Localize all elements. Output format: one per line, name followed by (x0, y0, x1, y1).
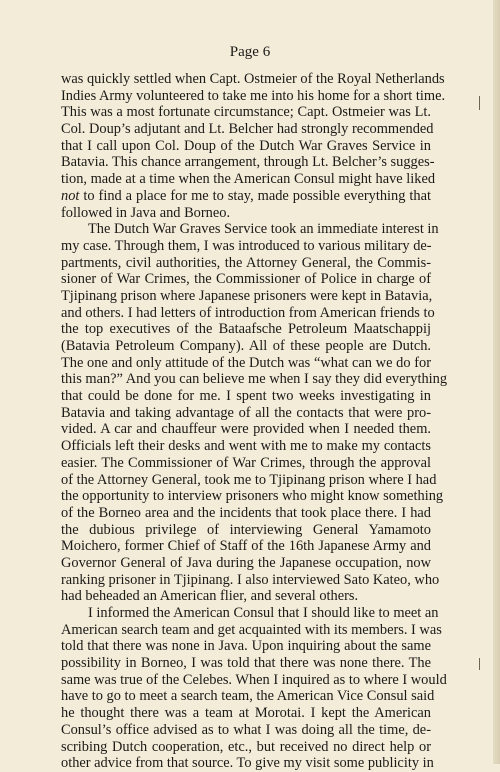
text-line (61, 71, 445, 88)
text-line (61, 355, 431, 372)
line-text: of the Attorney General, took me to Tjipinang prison where I had (61, 471, 437, 488)
text-line (61, 87, 446, 105)
emphasis-text: not (61, 187, 80, 204)
text-line (61, 188, 431, 205)
line-text: sioner of War Crimes, the Commissioner of Police in charge of (61, 271, 431, 288)
line-text: vided. A car and chauffeur were provided when I needed them. (61, 421, 431, 438)
text-line (61, 705, 431, 722)
text-line (61, 321, 431, 338)
text-line (61, 138, 431, 155)
line-text: this man?” And you can believe me when I say they did everything (61, 371, 448, 388)
line-text: Governor General of Java during the Japanese occupation, now (61, 554, 431, 571)
text-line (61, 121, 434, 138)
text-line (61, 739, 431, 756)
paragraph (61, 221, 448, 605)
line-text: Moichero, former Chief of Staff of the 16th Japanese Army and (61, 538, 431, 555)
text-line (61, 638, 431, 655)
line-text: told that there was none in Java. Upon inquiring about the same (61, 638, 431, 655)
text-line (61, 505, 431, 522)
line-text: he thought there was a team at Morotai. I kept the American (61, 705, 431, 722)
text-line (61, 288, 431, 305)
text-line (61, 338, 431, 355)
line-text: the dubious privilege of interviewing General Yamamoto (61, 521, 431, 538)
text-line (61, 438, 431, 455)
body-text (61, 71, 448, 772)
line-text: Consul’s office advised as to what I was doing all the time, de- (61, 721, 431, 738)
text-line (61, 205, 431, 222)
text-line (61, 555, 431, 572)
text-line (61, 271, 431, 288)
text-line (61, 471, 437, 489)
line-text: same was true of the Celebes. When I inquired as to where I would (61, 671, 447, 688)
line-text: ranking prisoner in Tjipinang. I also interviewed Sato Kateo, who (61, 571, 440, 588)
line-text: American search team and get acquainted with its members. I was (61, 621, 442, 638)
line-text: my case. Through them, I was introduced to various military de- (61, 237, 432, 254)
text-line (61, 722, 431, 739)
line-text: to find a place for me to stay, made possible everything that (79, 187, 431, 204)
line-text: of the Borneo area and the incidents that took place there. I had (61, 504, 431, 521)
line-text: followed in Java and Borneo. (61, 204, 231, 221)
text-line (61, 488, 444, 505)
text-line (61, 104, 431, 121)
text-line (61, 388, 431, 405)
text-line (61, 255, 431, 272)
line-text: (Batavia Petroleum Company). All of these people are Dutch. (61, 338, 431, 354)
text-line (61, 605, 439, 622)
line-text: Indies Army volunteered to take me into his home for a short time. (61, 87, 446, 104)
text-line (61, 154, 435, 171)
paragraph (61, 71, 446, 221)
line-text: I informed the American Consul that I should like to meet an (88, 605, 439, 621)
line-text: the opportunity to interview prisoners who might know something (61, 488, 444, 505)
margin-mark (479, 658, 480, 670)
text-line (61, 171, 436, 188)
text-line (61, 538, 431, 555)
line-text: Col. Doup’s adjutant and Lt. Belcher had strongly recommended (61, 121, 434, 138)
text-line (61, 421, 431, 438)
text-line (61, 304, 435, 322)
text-line (61, 688, 435, 705)
margin-mark (479, 96, 480, 110)
line-text: easier. The Commissioner of War Crimes, through the approval (61, 454, 431, 471)
line-text: had beheaded an American flier, and several others. (61, 588, 359, 605)
line-text: that could be done for me. I spent two weeks investigating in (61, 388, 431, 405)
paragraph (61, 605, 447, 772)
line-text: and others. I had letters of introduction from American friends to (61, 304, 435, 321)
line-text: have to go to meet a search team, the American Vice Consul said (61, 688, 435, 705)
line-text: other advice from that source. To give my visit some publicity in (61, 755, 434, 772)
line-text: that I call upon Col. Doup of the Dutch War Graves Service in (61, 137, 431, 154)
line-text: scribing Dutch cooperation, etc., but received no direct help or (61, 738, 431, 755)
line-text: Officials left their desks and went with me to make my contacts (61, 438, 431, 455)
line-text: Tjipinang prison where Japanese prisoners were kept in Batavia, (61, 287, 433, 304)
text-line (61, 655, 431, 672)
page-edge (493, 0, 500, 764)
text-line (61, 221, 439, 238)
text-line (61, 371, 448, 388)
text-line (61, 405, 431, 422)
line-text: Batavia and taking advantage of all the contacts that were pro- (61, 404, 431, 421)
line-text: was quickly settled when Capt. Ostmeier of the Royal Netherlands (61, 71, 445, 87)
line-text: This was a most fortunate circumstance; Capt. Ostmeier was Lt. (61, 104, 431, 121)
page-number: Page 6 (229, 44, 271, 60)
line-text: The Dutch War Graves Service took an immediate interest in (88, 221, 439, 238)
text-line (61, 571, 440, 589)
text-line (61, 238, 431, 255)
text-line (61, 588, 431, 605)
line-text: Batavia. This chance arrangement, through Lt. Belcher’s sugges- (61, 154, 435, 171)
line-text: The one and only attitude of the Dutch was “what can we do for (61, 354, 431, 371)
text-line (61, 621, 442, 639)
text-line (61, 455, 431, 472)
line-text: possibility in Borneo, I was told that there was none there. The (61, 655, 431, 672)
line-text: tion, made at a time when the American Consul might have liked (61, 171, 436, 188)
text-line (61, 671, 447, 689)
line-text: partments, civil authorities, the Attorney General, the Commis- (61, 254, 431, 271)
text-line (61, 522, 431, 539)
line-text: the top executives of the Bataafsche Petroleum Maatschappij (61, 321, 431, 338)
